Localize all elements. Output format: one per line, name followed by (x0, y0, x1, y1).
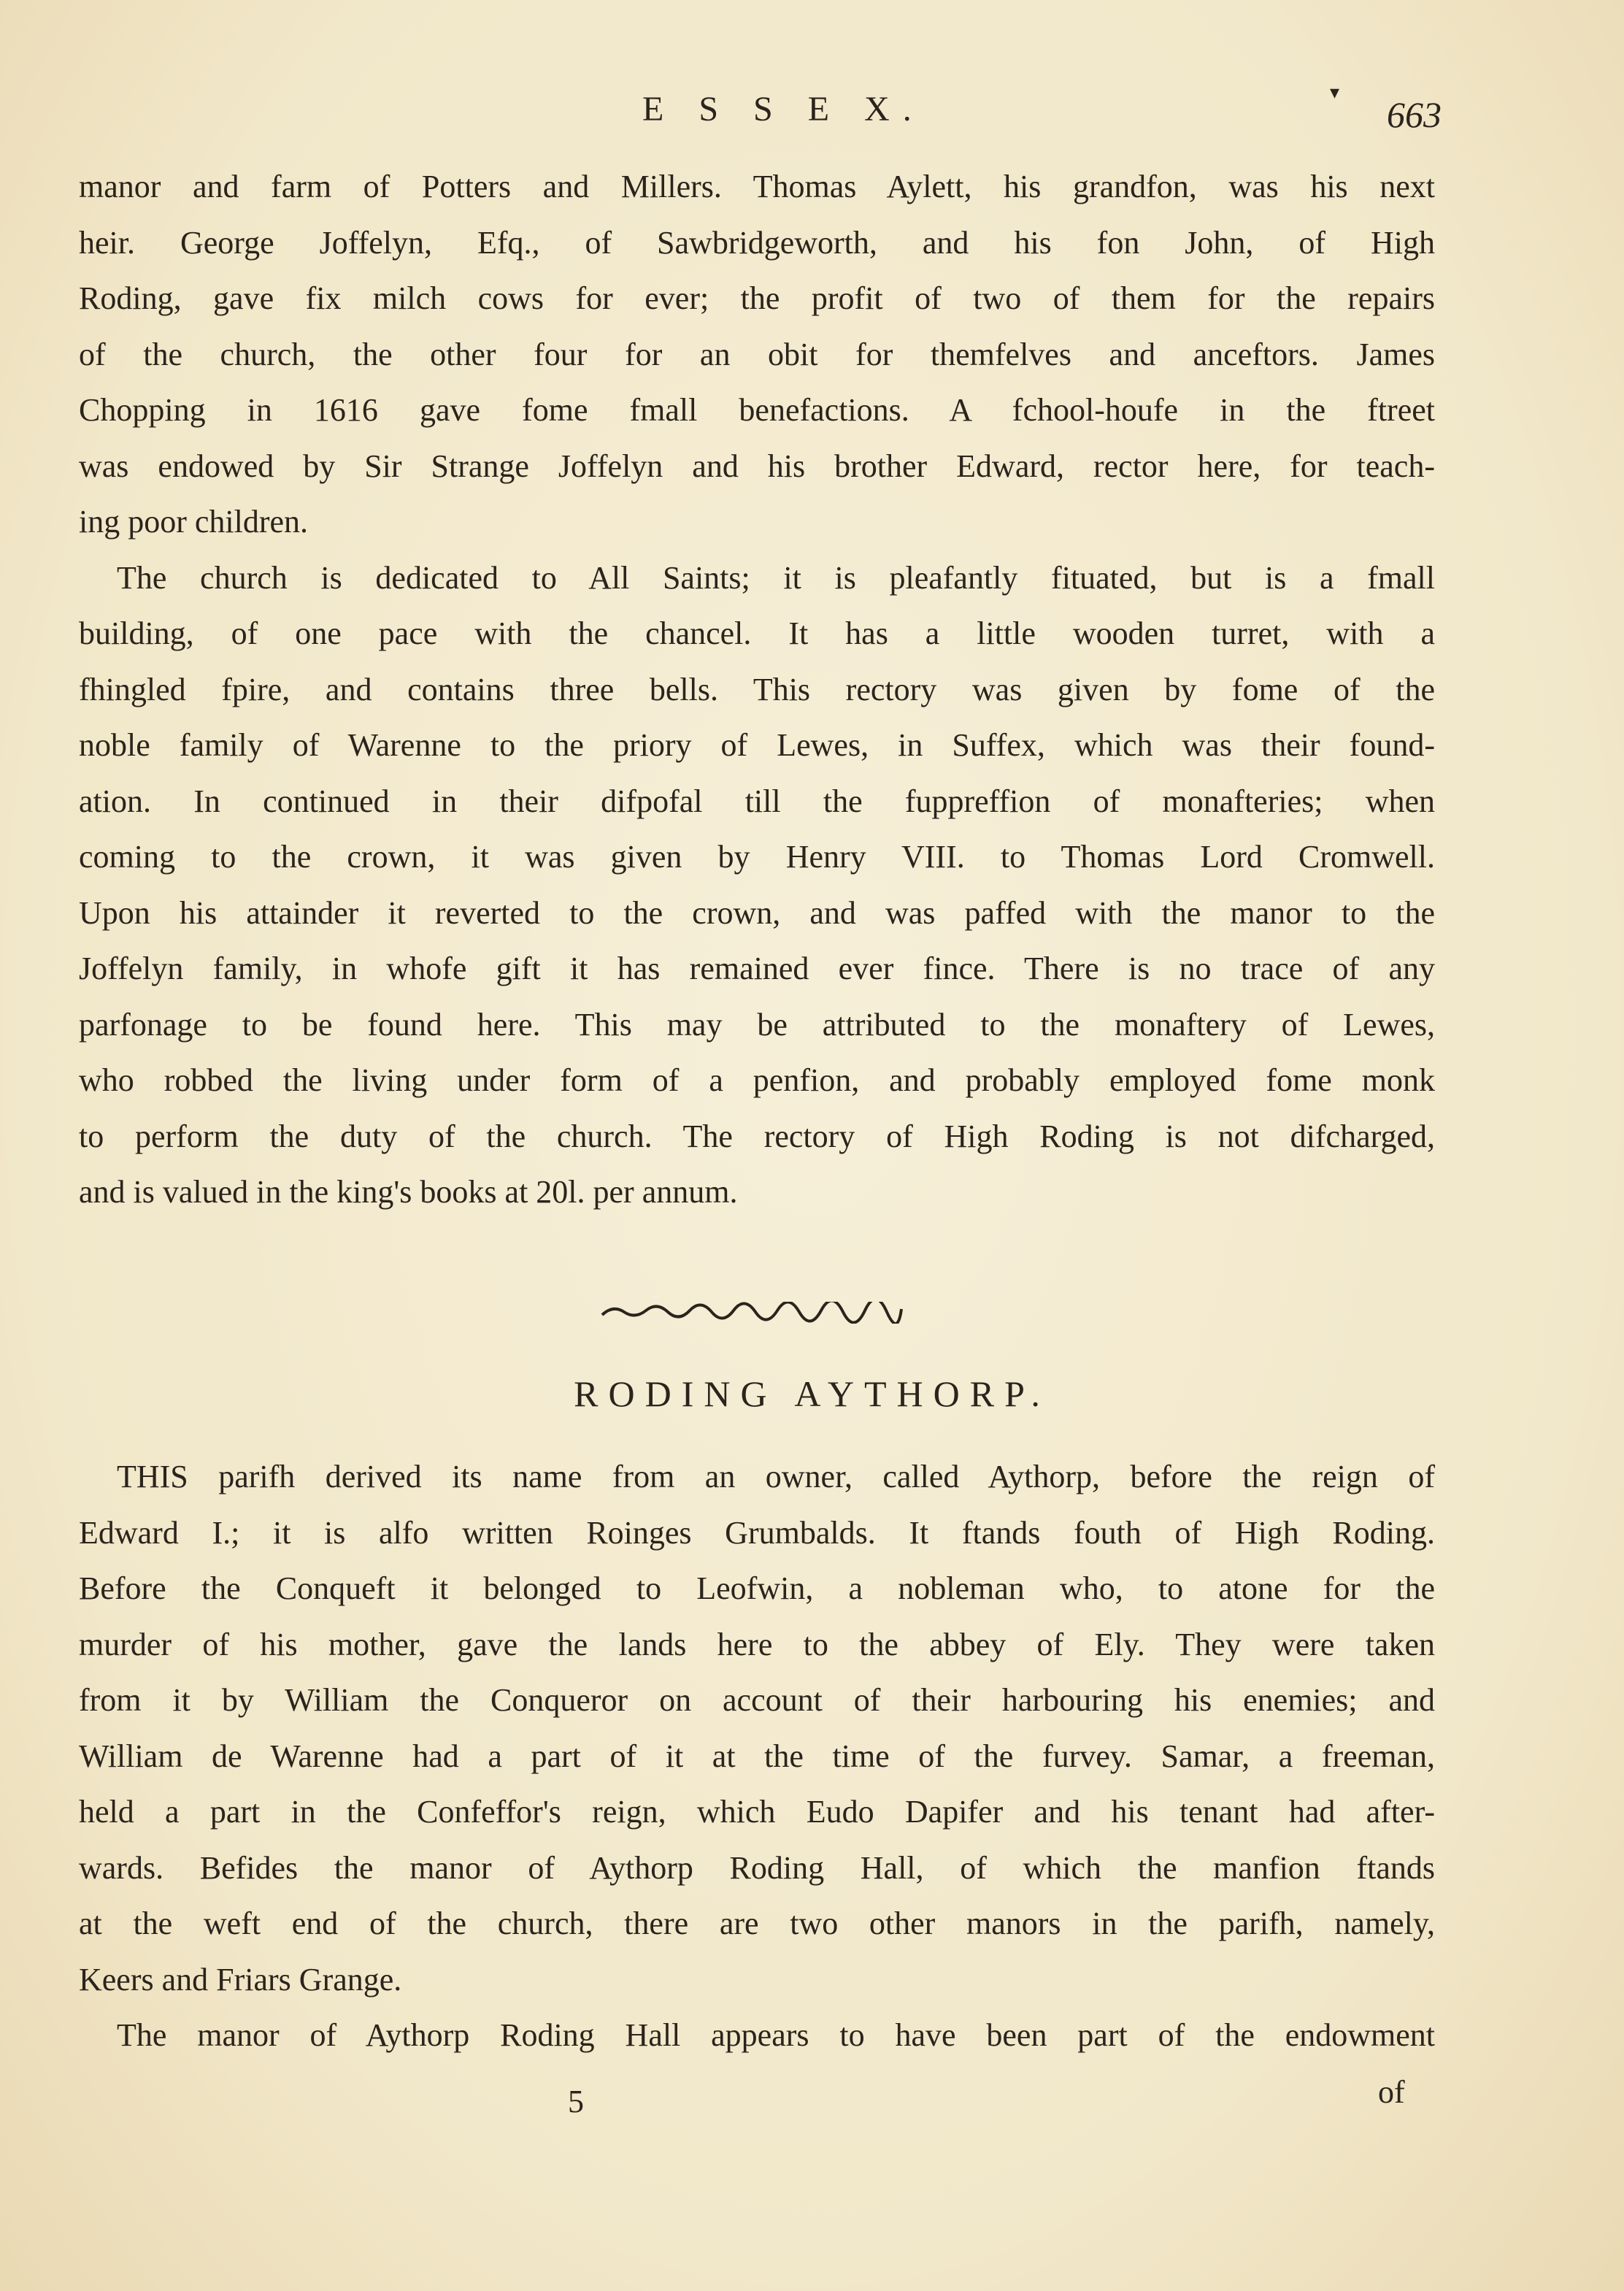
text-line: fhingled fpire, and contains three bells. This rectory was given by fome of the (79, 671, 1435, 707)
running-head (0, 82, 1624, 147)
text-line: The manor of Aythorp Roding Hall appears to have been part of the endowment (117, 2017, 1435, 2053)
text-line: wards. Befides the manor of Aythorp Roding Hall, of which the manfion ftands (79, 1849, 1435, 1886)
text-line: manor and farm of Potters and Millers. Thomas Aylett, his grandfon, was his next (79, 169, 1435, 204)
text-line: Edward I.; it is alfo written Roinges Grumbalds. It ftands fouth of High Roding. (79, 1514, 1435, 1551)
catchword: of (1378, 2074, 1405, 2110)
text-line: who robbed the living under form of a penfion, and probably employed fome monk (79, 1062, 1435, 1098)
text-line: Keers and Friars Grange. (79, 1961, 402, 1998)
page-number: 663 (1387, 94, 1442, 135)
text-line: heir. George Joffelyn, Efq., of Sawbridgeworth, and his fon John, of High (79, 224, 1435, 261)
text-line: building, of one pace with the chancel. It has a little wooden turret, with a (79, 615, 1435, 651)
text-line: of the church, the other four for an obit for themfelves and anceftors. James (79, 336, 1435, 372)
text-line: William de Warenne had a part of it at the time of the furvey. Samar, a freeman, (79, 1738, 1435, 1774)
text-line: to perform the duty of the church. The rectory of High Roding is not difcharged, (79, 1118, 1435, 1154)
text-line: parfonage to be found here. This may be attributed to the monaftery of Lewes, (79, 1006, 1435, 1043)
text-line: THIS parifh derived its name from an owner, called Aythorp, before the reign of (117, 1459, 1435, 1494)
text-line: The church is dedicated to All Saints; it is pleafantly fituated, but is a fmall (117, 559, 1435, 596)
text-line: at the weft end of the church, there are two other manors in the parifh, namely, (79, 1906, 1435, 1941)
text-line: Upon his attainder it reverted to the crown, and was paffed with the manor to the (79, 894, 1435, 931)
text-block-high-roding (79, 159, 1435, 1221)
text-line: Before the Conqueft it belonged to Leofwin, a nobleman who, to atone for the (79, 1570, 1435, 1606)
text-line: ing poor children. (79, 504, 309, 540)
text-line: from it by William the Conqueror on account of their harbouring his enemies; and (79, 1682, 1435, 1718)
text-line: Chopping in 1616 gave fome fmall benefactions. A fchool-houfe in the ftreet (79, 392, 1435, 428)
text-line: coming to the crown, it was given by Henry VIII. to Thomas Lord Cromwell. (79, 839, 1435, 875)
text-block-roding-aythorp (79, 1449, 1435, 2064)
text-line: ation. In continued in their difpofal till the fuppreffion of monafteries; when (79, 783, 1435, 819)
text-line: murder of his mother, gave the lands here to the abbey of Ely. They were taken (79, 1626, 1435, 1662)
decorative-rule (599, 1302, 905, 1324)
signature-mark: 5 (568, 2084, 584, 2119)
ink-mark: ▾ (1330, 82, 1340, 103)
text-line: noble family of Warenne to the priory of Lewes, in Suffex, which was their found- (79, 727, 1435, 763)
section-heading: RODING AYTHORP. (574, 1373, 1050, 1414)
running-head-title: E S S E X. (642, 90, 925, 128)
text-line: held a part in the Confeffor's reign, which Eudo Dapifer and his tenant had after- (79, 1794, 1435, 1830)
text-line: Roding, gave fix milch cows for ever; the profit of two of them for the repairs (79, 280, 1435, 316)
text-line: was endowed by Sir Strange Joffelyn and his brother Edward, rector here, for teach- (79, 448, 1435, 484)
text-line: and is valued in the king's books at 20l. per annum. (79, 1174, 738, 1210)
text-line: Joffelyn family, in whofe gift it has remained ever fince. There is no trace of any (79, 951, 1435, 986)
